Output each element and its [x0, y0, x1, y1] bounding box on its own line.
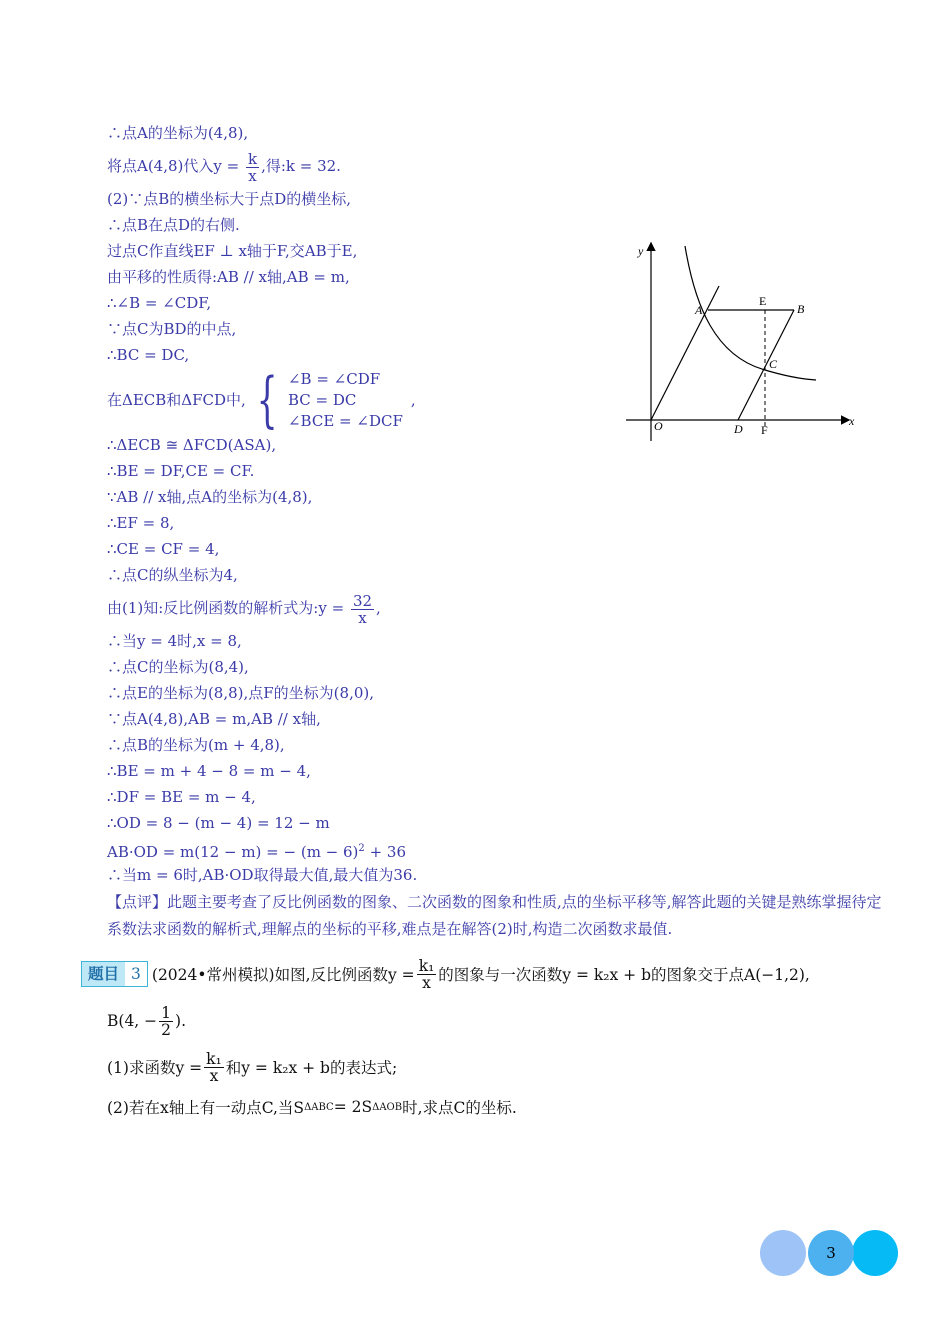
- solution-line: ∴点C的纵坐标为4,: [107, 566, 238, 584]
- solution-line: ∴点A的坐标为(4,8),: [107, 124, 249, 142]
- label-x: x: [849, 414, 855, 428]
- solution-line: ∵AB // x轴,点A的坐标为(4,8),: [107, 488, 313, 506]
- problem-question: (1)求函数y = $\frac{\text{k₁}}{x}$ 和y = k₂x + b的表达式;: [107, 1049, 398, 1085]
- problem-question: (2)若在x轴上有一动点C,当S ΔABC = 2S ΔAOB 时,求点C的坐标.: [107, 1098, 517, 1117]
- equation-system: ∠B = ∠CDF BC = DC ∠BCE = ∠DCF: [287, 369, 403, 430]
- label-y: y: [638, 244, 644, 258]
- badge-circle-left: [760, 1230, 806, 1276]
- solution-line: ∴点C的坐标为(8,4),: [107, 658, 249, 676]
- solution-line: ∴点B在点D的右侧.: [107, 216, 240, 234]
- page-number-badge: [760, 1229, 900, 1277]
- solution-line: ∴CE = CF = 4,: [107, 540, 220, 558]
- review-comment: 【点评】此题主要考查了反比例函数的图象、二次函数的图象和性质,点的坐标平移等,解答此题的关键是熟练掌握待定系数法求函数的解析式,理解点的坐标的平移,难点是在解答(2)时,构造二次函数求最值.: [107, 893, 882, 938]
- problem-tag: 题目 3: [81, 961, 148, 987]
- solution-line: ∴当y = 4时,x = 8,: [107, 632, 242, 650]
- segment-bd: [738, 310, 794, 420]
- badge-circle-right: [852, 1230, 898, 1276]
- fraction: $\frac{\text{k₁}}{x}$: [206, 1049, 222, 1085]
- label-a: A: [695, 303, 703, 317]
- solution-line: ∴BC = DC,: [107, 346, 190, 364]
- solution-line: ∴OD = 8 − (m − 4) = 12 − m: [107, 814, 330, 832]
- solution-line: ∴EF = 8,: [107, 514, 175, 532]
- fraction: $\frac{32}{x}$: [352, 591, 373, 627]
- fraction: $\frac{1}{2}$: [161, 1003, 172, 1039]
- equation-system-line: 在ΔECB和ΔFCD中, { ∠B = ∠CDF BC = DC ∠BCE = ∠DCF ,: [107, 365, 416, 435]
- solution-block: [107, 120, 647, 888]
- label-f: F: [761, 423, 768, 437]
- solution-line: 由(1)知:反比例函数的解析式为:y = $\frac{32}{x}$ ,: [107, 591, 381, 627]
- page-number: 3: [808, 1230, 854, 1276]
- solution-line: 由平移的性质得:AB // x轴,AB = m,: [107, 268, 350, 286]
- label-b: B: [797, 302, 805, 316]
- solution-line: ∴BE = DF,CE = CF.: [107, 462, 255, 480]
- fraction: $\frac{k}{x}$: [247, 149, 258, 185]
- solution-line: 过点C作直线EF ⊥ x轴于F,交AB于E,: [107, 242, 358, 260]
- solution-line: ∴BE = m + 4 − 8 = m − 4,: [107, 762, 311, 780]
- fraction: $\frac{\text{k₁}}{x}$: [418, 956, 435, 992]
- solution-line: ∴ΔECB ≅ ΔFCD(ASA),: [107, 436, 277, 454]
- solution-line: ∴∠B = ∠CDF,: [107, 294, 212, 312]
- solution-line: ∴DF = BE = m − 4,: [107, 788, 256, 806]
- label-e: E: [759, 294, 767, 308]
- solution-line: AB·OD = m(12 − m) = − $(m - 6)^2 + 36$: [107, 843, 406, 861]
- geometry-figure: [620, 236, 860, 446]
- left-brace: {: [256, 365, 278, 435]
- solution-line: 将点A(4,8)代入y = $\frac{k}{x}$ ,得:k = 32.: [107, 149, 341, 185]
- solution-line: ∴当m = 6时,AB·OD取得最大值,最大值为36.: [107, 866, 418, 884]
- segment-oa: [651, 286, 719, 420]
- solution-line: ∵点C为BD的中点,: [107, 320, 237, 338]
- problem-line: B(4, − $\frac{1}{2}$ ).: [107, 1003, 186, 1039]
- solution-line: (2)∵点B的横坐标大于点D的横坐标,: [107, 190, 352, 208]
- solution-line: ∴点E的坐标为(8,8),点F的坐标为(8,0),: [107, 684, 375, 702]
- solution-line: ∴点B的坐标为(m + 4,8),: [107, 736, 285, 754]
- solution-line: ∵点A(4,8),AB = m,AB // x轴,: [107, 710, 321, 728]
- label-c: C: [769, 357, 778, 371]
- label-d: D: [734, 422, 743, 436]
- label-o: O: [654, 419, 663, 433]
- problem-block: [88, 950, 897, 1124]
- problem-line: 题目 3 (2024•常州模拟)如图,反比例函数y = $\frac{\text{k₁}}{x}$ 的图象与一次函数y = k₂x + b的图象交于点A(−1,2),: [107, 950, 897, 998]
